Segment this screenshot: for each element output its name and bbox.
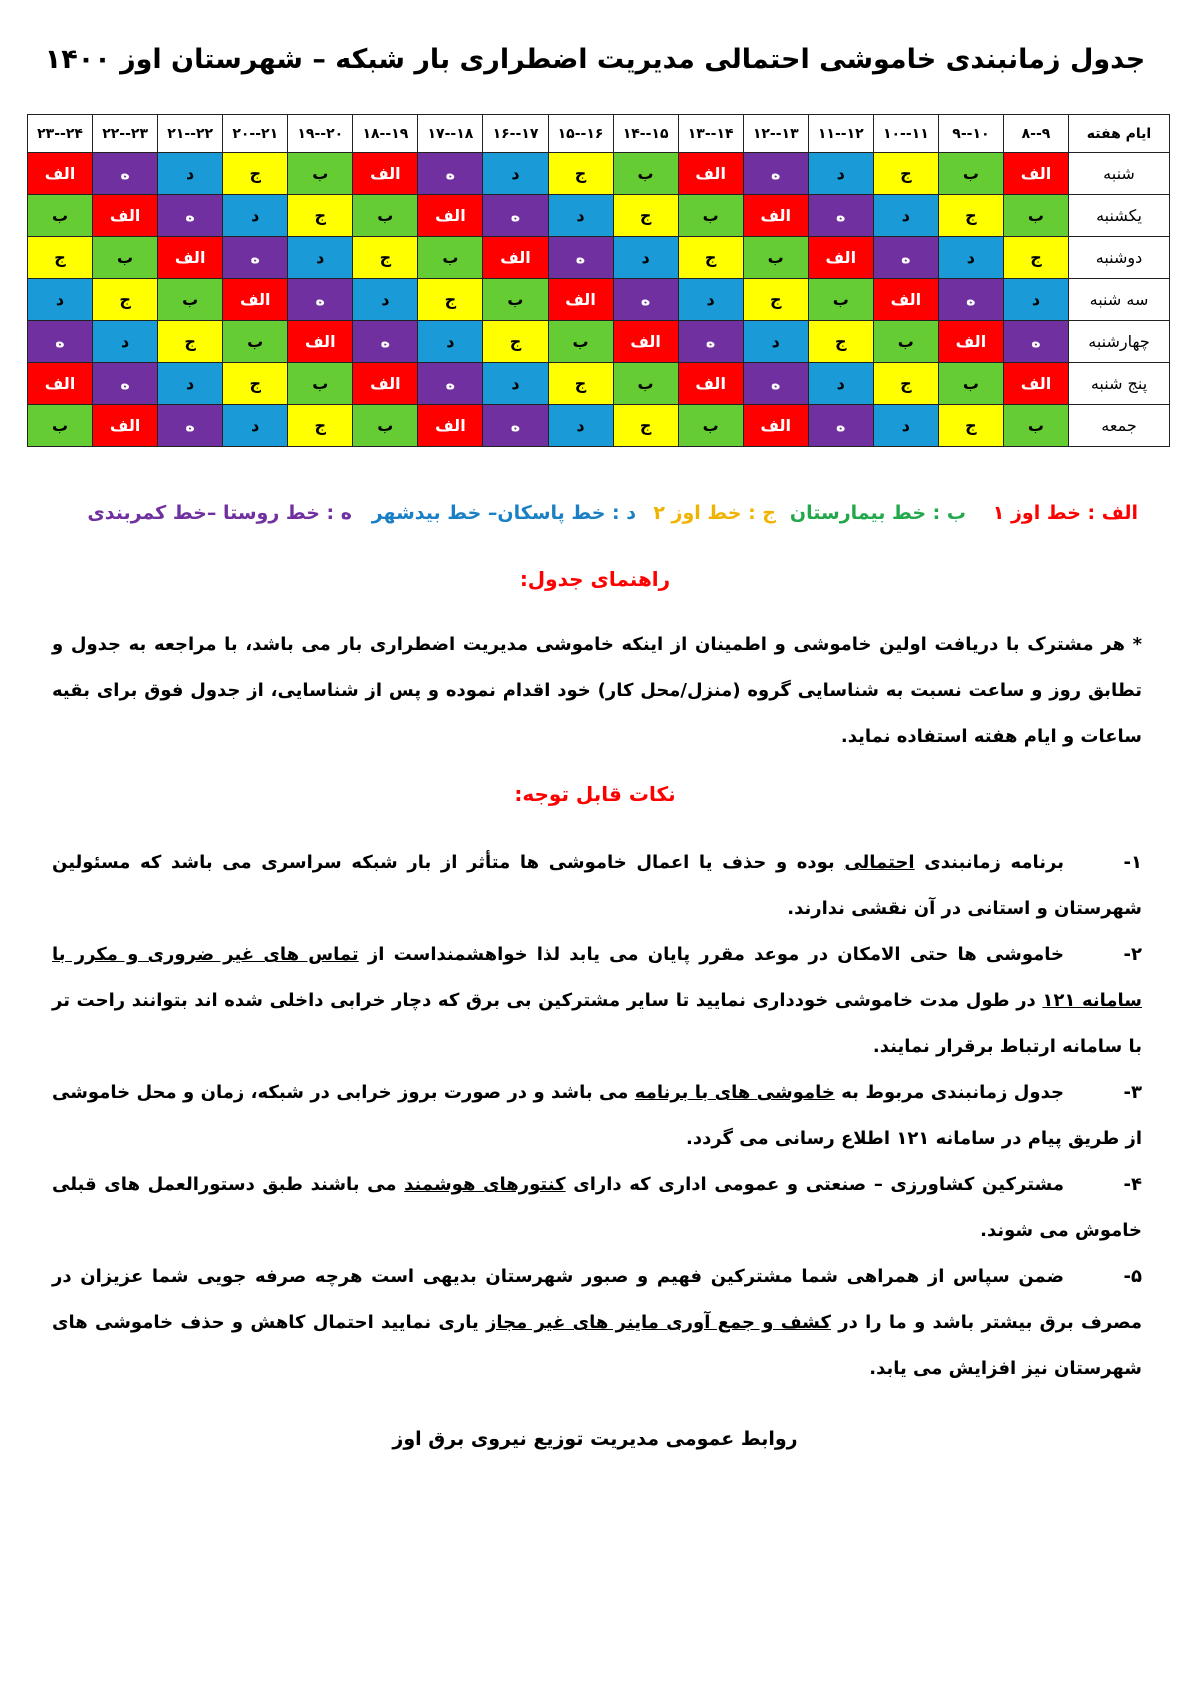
schedule-cell: د — [223, 405, 288, 447]
weekday-label: دوشنبه — [1069, 237, 1170, 279]
schedule-cell: ج — [808, 321, 873, 363]
note-underlined-text: خاموشی های با برنامه — [634, 1082, 835, 1103]
schedule-cell: ه — [938, 279, 1003, 321]
hour-column-header: ۱۱--۱۰ — [873, 115, 938, 153]
schedule-cell: ب — [93, 237, 158, 279]
legend-group-a: الف : خط اوز ۱ — [992, 502, 1138, 524]
note-text: مشترکین کشاورزی – صنعتی و عمومی اداری که دارای — [565, 1174, 1065, 1195]
schedule-cell: الف — [223, 279, 288, 321]
weekday-label: پنج شنبه — [1069, 363, 1170, 405]
note-number: ۴- — [1123, 1174, 1143, 1195]
schedule-cell: الف — [418, 405, 483, 447]
schedule-cell: ب — [613, 363, 678, 405]
note-text: می باشد و در صورت بروز خرابی در شبکه، زمان و محل خاموشی از طریق پیام در سامانه ۱۲۱ اطلاع رسانی می گردد. — [52, 1082, 1142, 1149]
schedule-cell: ج — [938, 195, 1003, 237]
schedule-cell: د — [418, 321, 483, 363]
table-header-row — [28, 115, 1170, 153]
schedule-cell: ب — [938, 153, 1003, 195]
schedule-cell: د — [873, 405, 938, 447]
hour-column-header: ۱۳--۱۲ — [743, 115, 808, 153]
schedule-cell: د — [158, 363, 223, 405]
group-legend — [30, 502, 1160, 532]
schedule-cell: ج — [353, 237, 418, 279]
schedule-cell: ه — [873, 237, 938, 279]
hour-column-header: ۲۳--۲۲ — [93, 115, 158, 153]
schedule-cell: ه — [483, 405, 548, 447]
note-underlined-text: کشف و جمع آوری ماینر های غیر مجاز — [486, 1312, 831, 1333]
hour-column-header: ۱۵--۱۴ — [613, 115, 678, 153]
schedule-cell: الف — [418, 195, 483, 237]
schedule-cell: الف — [353, 153, 418, 195]
schedule-cell: ب — [418, 237, 483, 279]
schedule-cell: ه — [353, 321, 418, 363]
schedule-cell: ج — [1003, 237, 1068, 279]
schedule-cell: ب — [1003, 195, 1068, 237]
schedule-cell: ج — [93, 279, 158, 321]
hour-column-header: ۱۹--۱۸ — [353, 115, 418, 153]
table-row — [28, 321, 1170, 363]
note-underlined-text: احتمالی — [844, 852, 915, 873]
schedule-cell: ب — [938, 363, 1003, 405]
schedule-cell: ه — [93, 363, 158, 405]
note-item — [52, 1070, 1142, 1162]
schedule-cell: ب — [873, 321, 938, 363]
schedule-cell: ج — [223, 363, 288, 405]
hour-column-header: ۱۲--۱۱ — [808, 115, 873, 153]
note-item — [52, 1254, 1142, 1392]
schedule-cell: ه — [418, 363, 483, 405]
schedule-cell: ه — [93, 153, 158, 195]
note-text: جدول زمانبندی مربوط به — [834, 1082, 1064, 1103]
outage-schedule-table — [27, 114, 1170, 447]
legend-group-c: ج : خط اوز ۲ — [653, 502, 776, 524]
schedule-cell: ه — [418, 153, 483, 195]
note-text: بوده و حذف یا اعمال خاموشی ها متأثر از بار شبکه سراسری می باشد که مسئولین شهرستان و استانی در آن نقشی ندارند. — [52, 852, 1142, 919]
schedule-cell: ج — [418, 279, 483, 321]
schedule-cell: الف — [483, 237, 548, 279]
schedule-cell: الف — [678, 363, 743, 405]
legend-group-e: ه : خط روستا –خط کمربندی — [87, 502, 352, 524]
schedule-cell: ج — [743, 279, 808, 321]
schedule-cell: ب — [808, 279, 873, 321]
schedule-cell: ب — [288, 153, 353, 195]
hour-column-header: ۲۰--۱۹ — [288, 115, 353, 153]
schedule-cell: ج — [613, 195, 678, 237]
schedule-cell: ه — [1003, 321, 1068, 363]
note-item — [52, 1162, 1142, 1254]
schedule-cell: د — [808, 153, 873, 195]
weekday-column-header: ایام هفته — [1069, 115, 1170, 153]
schedule-cell: ج — [938, 405, 1003, 447]
table-row — [28, 195, 1170, 237]
table-row — [28, 237, 1170, 279]
schedule-cell: الف — [1003, 153, 1068, 195]
schedule-cell: ب — [548, 321, 613, 363]
weekday-label: شنبه — [1069, 153, 1170, 195]
schedule-cell: ب — [223, 321, 288, 363]
hour-column-header: ۱۰--۹ — [938, 115, 1003, 153]
schedule-cell: ه — [548, 237, 613, 279]
schedule-cell: الف — [93, 195, 158, 237]
schedule-cell: د — [223, 195, 288, 237]
note-text: یاری نمایید احتمال کاهش و حذف خاموشی های شهرستان نیز افزایش می یابد. — [52, 1312, 1142, 1379]
hour-column-header: ۱۸--۱۷ — [418, 115, 483, 153]
weekday-label: جمعه — [1069, 405, 1170, 447]
schedule-cell: ه — [158, 405, 223, 447]
weekday-label: یکشنبه — [1069, 195, 1170, 237]
schedule-cell: ب — [353, 405, 418, 447]
weekday-label: سه شنبه — [1069, 279, 1170, 321]
hour-column-header: ۲۴--۲۳ — [28, 115, 93, 153]
schedule-cell: ه — [743, 363, 808, 405]
schedule-cell: الف — [1003, 363, 1068, 405]
schedule-cell: ج — [548, 363, 613, 405]
schedule-cell: ه — [288, 279, 353, 321]
schedule-cell: ب — [613, 153, 678, 195]
schedule-cell: ه — [28, 321, 93, 363]
table-row — [28, 405, 1170, 447]
note-item — [52, 840, 1142, 932]
note-item — [52, 932, 1142, 1070]
legend-group-d: د : خط پاسکان– خط بیدشهر — [371, 502, 636, 524]
table-row — [28, 363, 1170, 405]
schedule-cell: د — [1003, 279, 1068, 321]
schedule-cell: ه — [613, 279, 678, 321]
schedule-cell: ه — [743, 153, 808, 195]
schedule-cell: ج — [223, 153, 288, 195]
schedule-cell: الف — [613, 321, 678, 363]
schedule-cell: د — [678, 279, 743, 321]
hour-column-header: ۲۲--۲۱ — [158, 115, 223, 153]
notes-list — [52, 840, 1142, 1392]
schedule-cell: الف — [353, 363, 418, 405]
schedule-cell: د — [548, 195, 613, 237]
page-title: جدول زمانبندی خاموشی احتمالی مدیریت اضطراری بار شبکه – شهرستان اوز ۱۴۰۰ — [44, 44, 1146, 75]
schedule-cell: ه — [158, 195, 223, 237]
schedule-cell: الف — [678, 153, 743, 195]
schedule-cell: الف — [743, 405, 808, 447]
hour-column-header: ۱۴--۱۳ — [678, 115, 743, 153]
note-text: ضمن سپاس از همراهی شما مشترکین فهیم و صبور شهرستان بدیهی است هرچه صرفه جویی شما عزیزان در مصرف برق بیشتر باشد و ما را در — [52, 1266, 1142, 1333]
schedule-cell: ه — [678, 321, 743, 363]
weekday-label: چهارشنبه — [1069, 321, 1170, 363]
note-text: برنامه زمانبندی — [914, 852, 1064, 873]
schedule-cell: الف — [938, 321, 1003, 363]
schedule-cell: ج — [288, 195, 353, 237]
schedule-cell: د — [353, 279, 418, 321]
schedule-cell: د — [873, 195, 938, 237]
schedule-cell: الف — [743, 195, 808, 237]
schedule-cell: الف — [873, 279, 938, 321]
schedule-cell: ب — [678, 405, 743, 447]
schedule-cell: ج — [678, 237, 743, 279]
schedule-cell: ج — [483, 321, 548, 363]
schedule-cell: ج — [28, 237, 93, 279]
schedule-cell: ب — [483, 279, 548, 321]
schedule-cell: د — [158, 153, 223, 195]
schedule-cell: ب — [353, 195, 418, 237]
table-body — [28, 153, 1170, 447]
schedule-cell: ب — [288, 363, 353, 405]
note-number: ۵- — [1123, 1266, 1142, 1287]
table-row — [28, 279, 1170, 321]
legend-group-b: ب : خط بیمارستان — [789, 502, 966, 524]
schedule-cell: د — [288, 237, 353, 279]
schedule-cell: ج — [873, 153, 938, 195]
note-underlined-text: کنتورهای هوشمند — [404, 1174, 566, 1195]
schedule-cell: ب — [1003, 405, 1068, 447]
notes-title: نکات قابل توجه: — [514, 782, 676, 806]
schedule-cell: ج — [613, 405, 678, 447]
hour-column-header: ۱۷--۱۶ — [483, 115, 548, 153]
note-text: خاموشی ها حتی الامکان در موعد مقرر پایان می یابد لذا خواهشمنداست از — [358, 944, 1064, 965]
hour-column-header: ۹--۸ — [1003, 115, 1068, 153]
note-underlined-text: تماس های غیر ضروری و مکرر با سامانه ۱۲۱ — [52, 944, 1142, 1011]
note-text: می باشند طبق دستورالعمل های قبلی خاموش می شوند. — [52, 1174, 1142, 1241]
schedule-cell: الف — [288, 321, 353, 363]
schedule-cell: د — [808, 363, 873, 405]
schedule-cell: د — [743, 321, 808, 363]
schedule-cell: ب — [28, 195, 93, 237]
hour-column-header: ۲۱--۲۰ — [223, 115, 288, 153]
schedule-cell: ه — [223, 237, 288, 279]
note-number: ۳- — [1123, 1082, 1142, 1103]
guide-text: * هر مشترک با دریافت اولین خاموشی و اطمینان از اینکه خاموشی مدیریت اضطراری بار می باشد، با مراجعه به جدول و تطابق روز و ساعت نسبت به شناسایی گروه (منزل/محل کار) خود اقدام نموده و پس از شناسایی، از جدول فوق برای بقیه ساعات و ایام هفته استفاده نماید. — [52, 634, 1142, 747]
schedule-cell: الف — [28, 153, 93, 195]
schedule-cell: ج — [158, 321, 223, 363]
note-number: ۱- — [1123, 852, 1142, 873]
schedule-cell: ج — [548, 153, 613, 195]
schedule-cell: ب — [158, 279, 223, 321]
schedule-cell: د — [938, 237, 1003, 279]
schedule-cell: د — [483, 153, 548, 195]
note-text: در طول مدت خاموشی خودداری نمایید تا سایر مشترکین بی برق که دچار خرابی داخلی شده اند بتوانند راحت تر با سامانه ارتباط برقرار نمایند. — [52, 990, 1142, 1057]
schedule-cell: د — [28, 279, 93, 321]
schedule-cell: الف — [28, 363, 93, 405]
schedule-cell: ج — [288, 405, 353, 447]
schedule-cell: د — [483, 363, 548, 405]
schedule-cell: ه — [483, 195, 548, 237]
schedule-cell: ه — [808, 195, 873, 237]
schedule-cell: الف — [548, 279, 613, 321]
footer-signature: روابط عمومی مدیریت توزیع نیروی برق اوز — [392, 1428, 798, 1450]
schedule-cell: الف — [808, 237, 873, 279]
schedule-cell: ج — [873, 363, 938, 405]
guide-title: راهنمای جدول: — [519, 567, 671, 591]
schedule-cell: الف — [93, 405, 158, 447]
hour-column-header: ۱۶--۱۵ — [548, 115, 613, 153]
schedule-cell: ب — [678, 195, 743, 237]
schedule-cell: د — [548, 405, 613, 447]
schedule-cell: ب — [743, 237, 808, 279]
table-row — [28, 153, 1170, 195]
schedule-cell: ه — [808, 405, 873, 447]
schedule-cell: د — [93, 321, 158, 363]
note-number: ۲- — [1123, 944, 1142, 965]
schedule-cell: د — [613, 237, 678, 279]
schedule-cell: ب — [28, 405, 93, 447]
schedule-cell: الف — [158, 237, 223, 279]
